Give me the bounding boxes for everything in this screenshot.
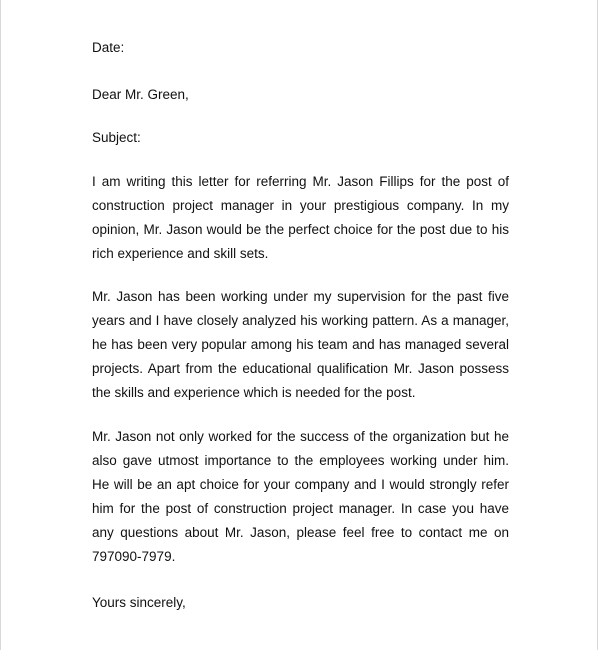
closing: Yours sincerely, bbox=[92, 595, 186, 610]
paragraph-1: I am writing this letter for referring Mr. Jason Fillips for the post of construction project manager in your prestigious company. In my opinion, Mr. Jason would be the perfect choice for the post due to his rich experience and skill sets. bbox=[92, 174, 509, 261]
date-label: Date: bbox=[92, 40, 125, 55]
paragraph-3: Mr. Jason not only worked for the success of the organization but he also gave utmost importance to the employees working under him. He will be an apt choice for your company and I would strongly refer him for the post of construction project manager. In case you have any questions about Mr. Jason, please feel free to contact me on 797090-7979. bbox=[92, 429, 509, 564]
paragraph-2: Mr. Jason has been working under my supervision for the past five years and I have closely analyzed his working pattern. As a manager, he has been very popular among his team and has managed several projects. Apart from the educational qualification Mr. Jason possess the skills and experience which is needed for the post. bbox=[92, 289, 509, 400]
salutation: Dear Mr. Green, bbox=[92, 87, 189, 102]
subject-label: Subject: bbox=[92, 130, 141, 145]
